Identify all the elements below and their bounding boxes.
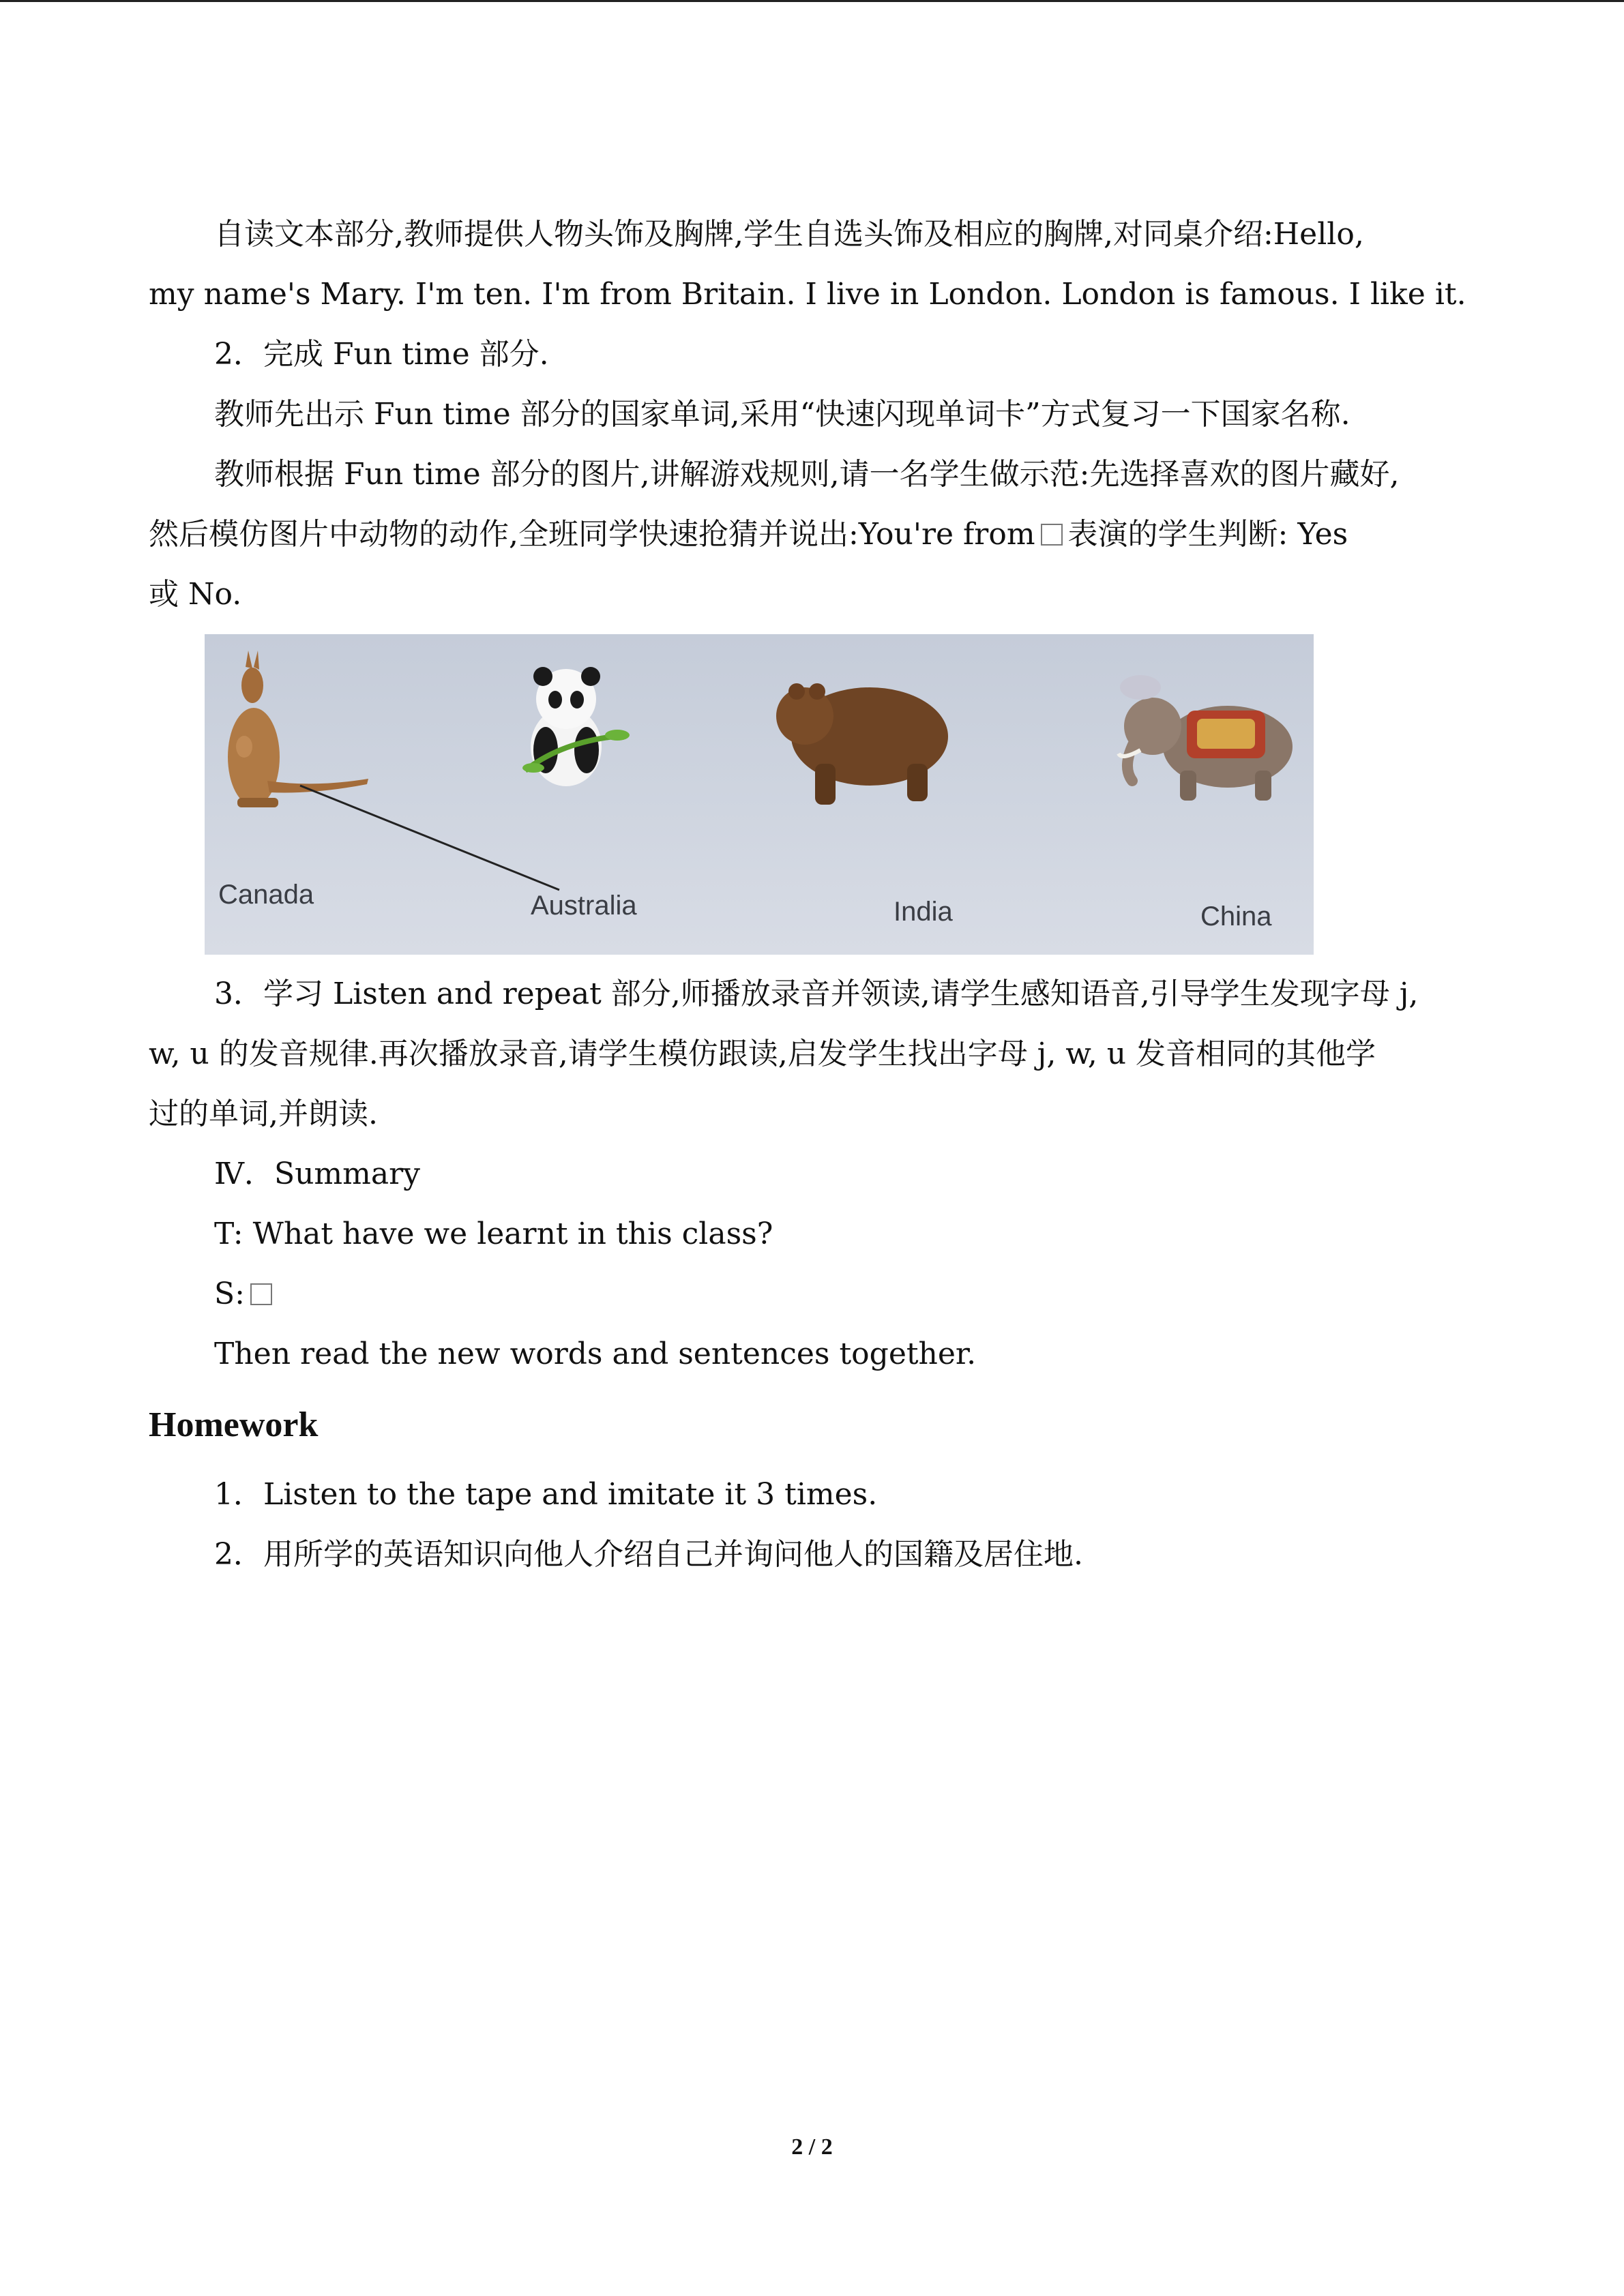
student-label: S: — [214, 1277, 245, 1311]
paragraph-intro-line2: my name's Mary. I'm ten. I'm from Britain. I live in London. London is famous. I like it. — [149, 277, 1466, 312]
elephant-icon — [1119, 675, 1293, 801]
paragraph-game-line2 — [149, 505, 1479, 565]
paragraph-then-read: Then read the new words and sentences together. — [214, 1337, 977, 1371]
blank-box — [250, 1283, 272, 1305]
label-india: India — [894, 897, 953, 927]
match-line — [300, 786, 559, 890]
panda-icon — [522, 667, 630, 786]
top-border-line — [0, 0, 1624, 2]
paragraph-listen-line1: 3．学习 Listen and repeat 部分,师播放录音并领读,请学生感知语音,引导学生发现字母 j, — [214, 976, 1419, 1011]
homework-item-1: 1．Listen to the tape and imitate it 3 times. — [214, 1477, 878, 1512]
document-body — [149, 205, 1479, 1585]
homework-heading: Homework — [149, 1405, 319, 1444]
bear-icon — [776, 683, 948, 805]
paragraph-game-line1: 教师根据 Fun time 部分的图片,讲解游戏规则,请一名学生做示范:先选择喜欢的图片藏好, — [214, 457, 1400, 492]
label-australia: Australia — [531, 891, 637, 921]
game-line2-part-b: 表演的学生判断: Yes — [1067, 517, 1348, 552]
teacher-question: T: What have we learnt in this class? — [214, 1217, 773, 1251]
paragraph-step2: 2．完成 Fun time 部分. — [214, 337, 549, 372]
blank-box — [1041, 524, 1063, 546]
homework-item-2: 2．用所学的英语知识向他人介绍自己并询问他人的国籍及居住地. — [214, 1537, 1083, 1572]
label-canada: Canada — [218, 880, 314, 910]
summary-heading: Ⅳ．Summary — [214, 1157, 421, 1191]
paragraph-game-line3: 或 No. — [149, 577, 242, 612]
animals-figure — [205, 634, 1314, 955]
paragraph-intro-line1: 自读文本部分,教师提供人物头饰及胸牌,学生自选头饰及相应的胸牌,对同桌介绍:Hello, — [214, 217, 1364, 252]
game-line2-part-a: 然后模仿图片中动物的动作,全班同学快速抢猜并说出:You're from — [149, 517, 1035, 552]
paragraph-flashcards: 教师先出示 Fun time 部分的国家单词,采用“快速闪现单词卡”方式复习一下国家名称. — [214, 397, 1350, 432]
animals-illustration — [205, 634, 1314, 955]
label-china: China — [1200, 901, 1272, 931]
paragraph-listen-line3: 过的单词,并朗读. — [149, 1097, 378, 1131]
kangaroo-icon — [228, 651, 368, 807]
page-number: 2 / 2 — [791, 2134, 833, 2160]
student-answer — [149, 1264, 1479, 1324]
paragraph-listen-line2: w, u 的发音规律.再次播放录音,请学生模仿跟读,启发学生找出字母 j, w, u 发音相同的其他学 — [149, 1037, 1376, 1071]
